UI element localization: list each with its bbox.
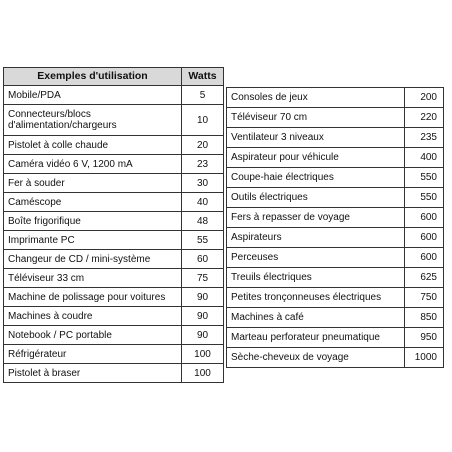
watts-cell: 60 — [182, 250, 224, 269]
watts-cell: 625 — [405, 268, 444, 288]
usage-cell: Fers à repasser de voyage — [227, 208, 405, 228]
table-row — [4, 193, 224, 212]
usage-cell: Caméra vidéo 6 V, 1200 mA — [4, 155, 182, 174]
usage-cell: Connecteurs/blocs d'alimentation/chargeurs — [4, 105, 182, 136]
watts-cell: 550 — [405, 168, 444, 188]
watts-cell: 90 — [182, 307, 224, 326]
usage-cell: Pistolet à braser — [4, 364, 182, 383]
table-row — [4, 326, 224, 345]
watts-cell: 5 — [182, 86, 224, 105]
watts-cell: 400 — [405, 148, 444, 168]
table-row — [227, 208, 444, 228]
table-row — [227, 148, 444, 168]
watts-cell: 200 — [405, 88, 444, 108]
table-row — [227, 348, 444, 368]
usage-cell: Caméscope — [4, 193, 182, 212]
usage-cell: Consoles de jeux — [227, 88, 405, 108]
usage-cell: Téléviseur 70 cm — [227, 108, 405, 128]
watts-cell: 48 — [182, 212, 224, 231]
watts-cell: 10 — [182, 105, 224, 136]
usage-cell: Imprimante PC — [4, 231, 182, 250]
usage-cell: Sèche-cheveux de voyage — [227, 348, 405, 368]
watts-cell: 90 — [182, 288, 224, 307]
watts-cell: 1000 — [405, 348, 444, 368]
table-row — [4, 212, 224, 231]
table-row — [227, 248, 444, 268]
table-row — [4, 105, 224, 136]
table-row — [4, 155, 224, 174]
table-row — [227, 268, 444, 288]
watts-cell: 750 — [405, 288, 444, 308]
table-row — [227, 328, 444, 348]
watts-cell: 600 — [405, 228, 444, 248]
usage-cell: Boîte frigorifique — [4, 212, 182, 231]
table-row — [4, 250, 224, 269]
watts-cell: 950 — [405, 328, 444, 348]
usage-cell: Aspirateur pour véhicule — [227, 148, 405, 168]
table-row — [227, 168, 444, 188]
watts-cell: 55 — [182, 231, 224, 250]
usage-cell: Ventilateur 3 niveaux — [227, 128, 405, 148]
usage-cell: Outils électriques — [227, 188, 405, 208]
table-row — [4, 288, 224, 307]
table-row — [227, 128, 444, 148]
watts-cell: 235 — [405, 128, 444, 148]
usage-cell: Coupe-haie électriques — [227, 168, 405, 188]
watts-cell: 100 — [182, 345, 224, 364]
watts-cell: 100 — [182, 364, 224, 383]
table-row — [4, 231, 224, 250]
watts-cell: 550 — [405, 188, 444, 208]
watts-cell: 220 — [405, 108, 444, 128]
left-header-row — [4, 68, 224, 86]
right-power-table — [226, 87, 444, 368]
table-row — [227, 228, 444, 248]
watts-cell: 90 — [182, 326, 224, 345]
table-row — [4, 174, 224, 193]
usage-cell: Machines à coudre — [4, 307, 182, 326]
usage-cell: Mobile/PDA — [4, 86, 182, 105]
watts-cell: 850 — [405, 308, 444, 328]
watts-cell: 23 — [182, 155, 224, 174]
table-row — [4, 136, 224, 155]
table-row — [227, 88, 444, 108]
usage-cell: Treuils électriques — [227, 268, 405, 288]
table-row — [4, 345, 224, 364]
watts-cell: 30 — [182, 174, 224, 193]
usage-cell: Téléviseur 33 cm — [4, 269, 182, 288]
watts-cell: 40 — [182, 193, 224, 212]
usage-cell: Pistolet à colle chaude — [4, 136, 182, 155]
table-row — [4, 269, 224, 288]
header-use: Exemples d'utilisation — [4, 68, 182, 86]
usage-cell: Petites tronçonneuses électriques — [227, 288, 405, 308]
table-row — [4, 86, 224, 105]
usage-cell: Réfrigérateur — [4, 345, 182, 364]
left-power-table — [3, 67, 224, 383]
usage-cell: Notebook / PC portable — [4, 326, 182, 345]
table-row — [227, 188, 444, 208]
watts-cell: 20 — [182, 136, 224, 155]
usage-cell: Changeur de CD / mini-système — [4, 250, 182, 269]
usage-cell: Perceuses — [227, 248, 405, 268]
watts-cell: 600 — [405, 248, 444, 268]
usage-cell: Marteau perforateur pneumatique — [227, 328, 405, 348]
usage-cell: Machines à café — [227, 308, 405, 328]
watts-cell: 600 — [405, 208, 444, 228]
header-watts: Watts — [182, 68, 224, 86]
table-row — [227, 108, 444, 128]
usage-cell: Aspirateurs — [227, 228, 405, 248]
watts-cell: 75 — [182, 269, 224, 288]
table-row — [227, 308, 444, 328]
table-row — [4, 364, 224, 383]
table-row — [4, 307, 224, 326]
table-row — [227, 288, 444, 308]
usage-cell: Fer à souder — [4, 174, 182, 193]
usage-cell: Machine de polissage pour voitures — [4, 288, 182, 307]
